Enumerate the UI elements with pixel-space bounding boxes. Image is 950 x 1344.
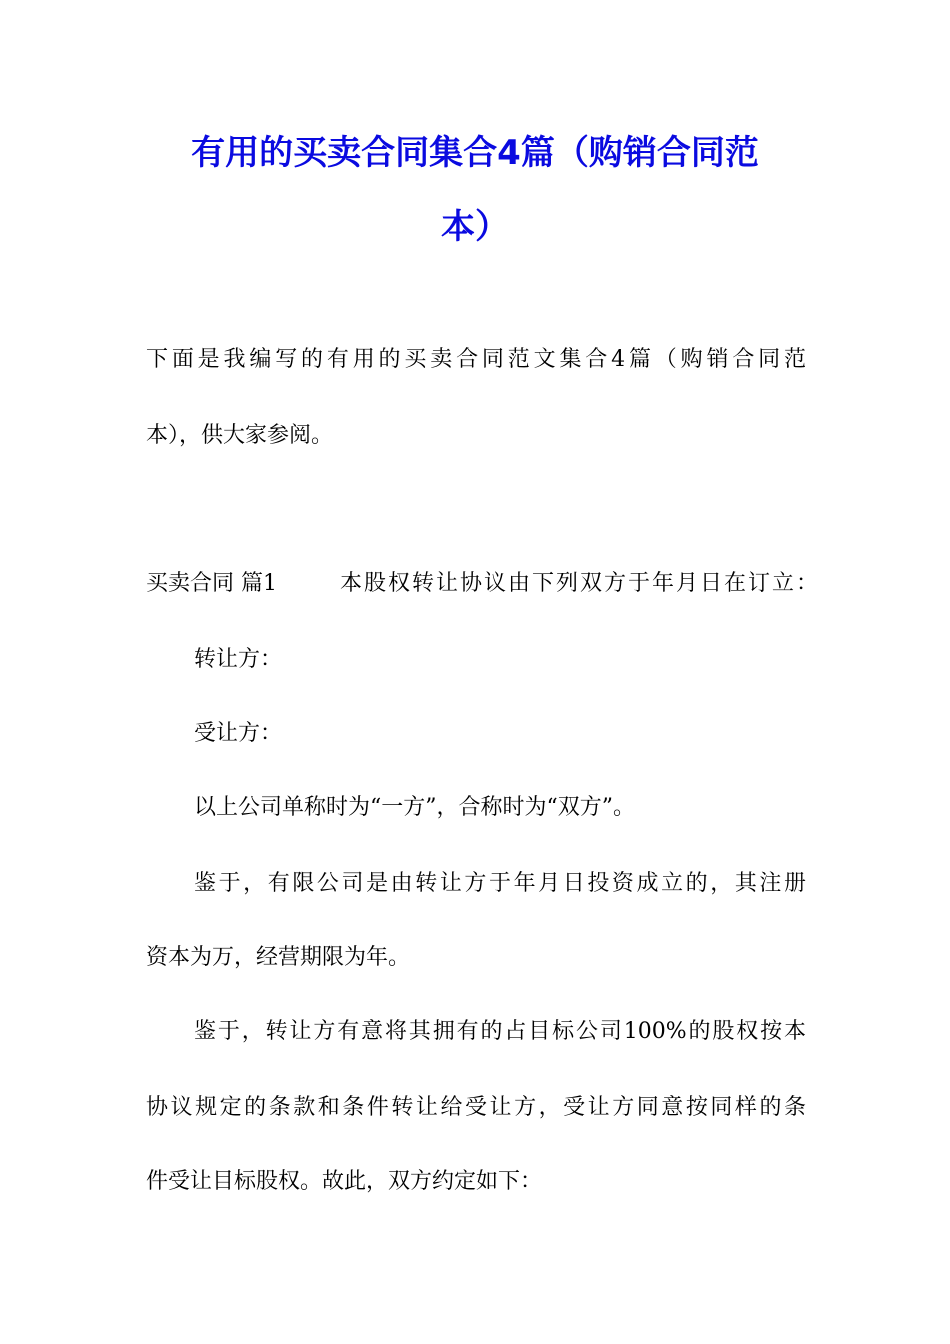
document-title-line-2: 本） [441,207,509,247]
intro-line-2: 本），供大家参阅。 [146,423,334,448]
whereas-2-line-2: 协议规定的条款和条件转让给受让方，受让方同意按同样的条 [146,1095,806,1120]
intro-line-1: 下面是我编写的有用的买卖合同范文集合4篇（购销合同范 [146,347,806,372]
whereas-1-line-2: 资本为万，经营期限为年。 [146,945,411,970]
parties-note: 以上公司单称时为“一方”，合称时为“双方”。 [194,795,635,820]
section-first-line: 本股权转让协议由下列双方于年月日在订立： [340,571,821,596]
whereas-1-line-1: 鉴于，有限公司是由转让方于年月日投资成立的，其注册 [194,871,806,896]
document-title-line-1: 有用的买卖合同集合4篇（购销合同范 [191,133,759,173]
section-label: 买卖合同 篇1 [146,571,277,596]
transferor-line: 转让方： [194,647,283,672]
whereas-2-line-3: 件受让目标股权。故此，双方约定如下： [146,1169,543,1194]
whereas-2-line-1: 鉴于，转让方有意将其拥有的占目标公司100%的股权按本 [194,1019,806,1044]
transferee-line: 受让方： [194,721,283,746]
